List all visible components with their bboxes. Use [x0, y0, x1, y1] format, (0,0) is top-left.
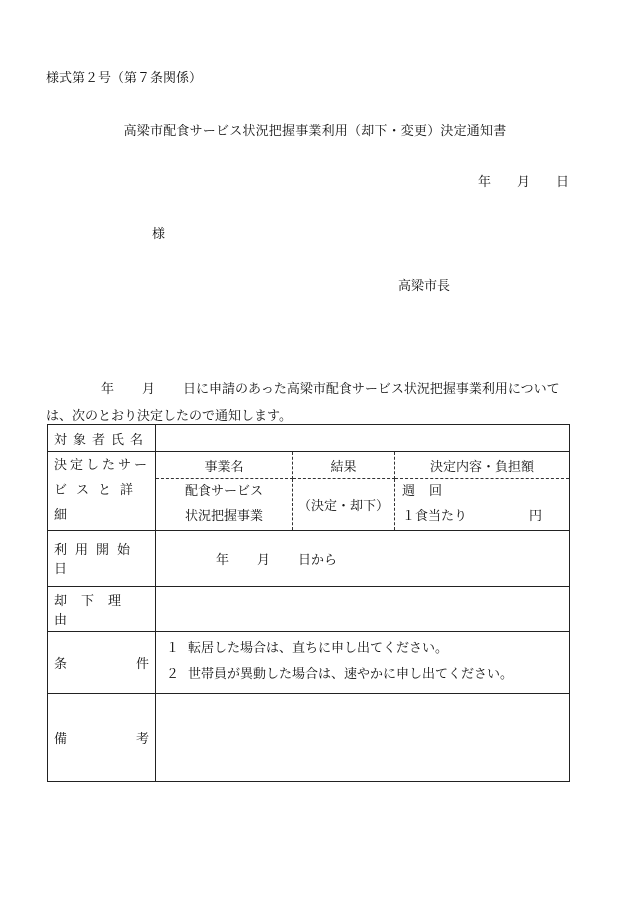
header-detail: 決定内容・負担額 — [395, 452, 570, 479]
rejection-label: 却下理由 — [54, 593, 136, 628]
body-text-1: 日に申請のあった高梁市配食サービス状況把握事業利用について — [183, 382, 560, 397]
addressee: 様 — [152, 227, 166, 242]
document-title: 高梁市配食サービス状況把握事業利用（却下・変更）決定通知書 — [123, 124, 507, 139]
target-name-field[interactable] — [156, 425, 570, 452]
service-detail-table — [156, 452, 569, 530]
issue-date — [478, 171, 569, 190]
conditions-label-a: 条 — [54, 656, 68, 672]
start-day: 日から — [298, 552, 338, 568]
remarks-field[interactable] — [156, 693, 570, 781]
conditions-label-b: 件 — [135, 656, 149, 672]
notice-body — [46, 376, 586, 430]
header-result: 結果 — [293, 452, 395, 479]
detail-per-meal: １食当たり — [402, 509, 468, 525]
result-value: （決定・却下） — [293, 479, 395, 530]
rejection-field[interactable] — [156, 586, 570, 631]
date-month: 月 — [517, 175, 531, 190]
body-text-2: は、次のとおり決定したので通知します。 — [46, 409, 292, 424]
remarks-label-b: 考 — [135, 731, 149, 747]
service-values-row — [156, 479, 569, 530]
rejection-row — [48, 586, 570, 631]
decision-table — [47, 424, 570, 782]
target-name-label: 対象者氏名 — [54, 432, 150, 448]
body-year: 年 — [101, 382, 115, 397]
service-label-line2: ビスと詳細 — [54, 483, 143, 524]
form-number: 様式第２号（第７条関係） — [46, 71, 203, 86]
condition-item: ２ 世帯員が異動した場合は、速やかに申し出てください。 — [166, 667, 514, 682]
start-date-label: 利用開始日 — [54, 543, 139, 577]
start-year: 年 — [216, 552, 230, 568]
condition-item: １ 転居した場合は、直ちに申し出てください。 — [166, 641, 449, 656]
date-year: 年 — [478, 175, 492, 190]
remarks-label-a: 備 — [54, 731, 68, 747]
start-month: 月 — [257, 552, 271, 568]
header-service-name: 事業名 — [156, 452, 293, 479]
service-name-line1: 配食サービス — [184, 484, 263, 500]
target-name-row — [48, 425, 570, 452]
detail-times: 回 — [429, 484, 443, 500]
service-name-line2: 状況把握事業 — [184, 509, 263, 525]
conditions-row — [48, 631, 570, 693]
service-row — [48, 452, 570, 531]
date-day: 日 — [556, 175, 570, 190]
service-header-row — [156, 452, 569, 479]
body-month: 月 — [142, 382, 156, 397]
start-date-row — [48, 530, 570, 586]
remarks-row — [48, 693, 570, 781]
issuer: 高梁市長 — [398, 279, 451, 294]
detail-yen: 円 — [529, 509, 543, 525]
service-label-line1: 決定したサー — [54, 458, 151, 474]
detail-week: 週 — [402, 484, 416, 500]
